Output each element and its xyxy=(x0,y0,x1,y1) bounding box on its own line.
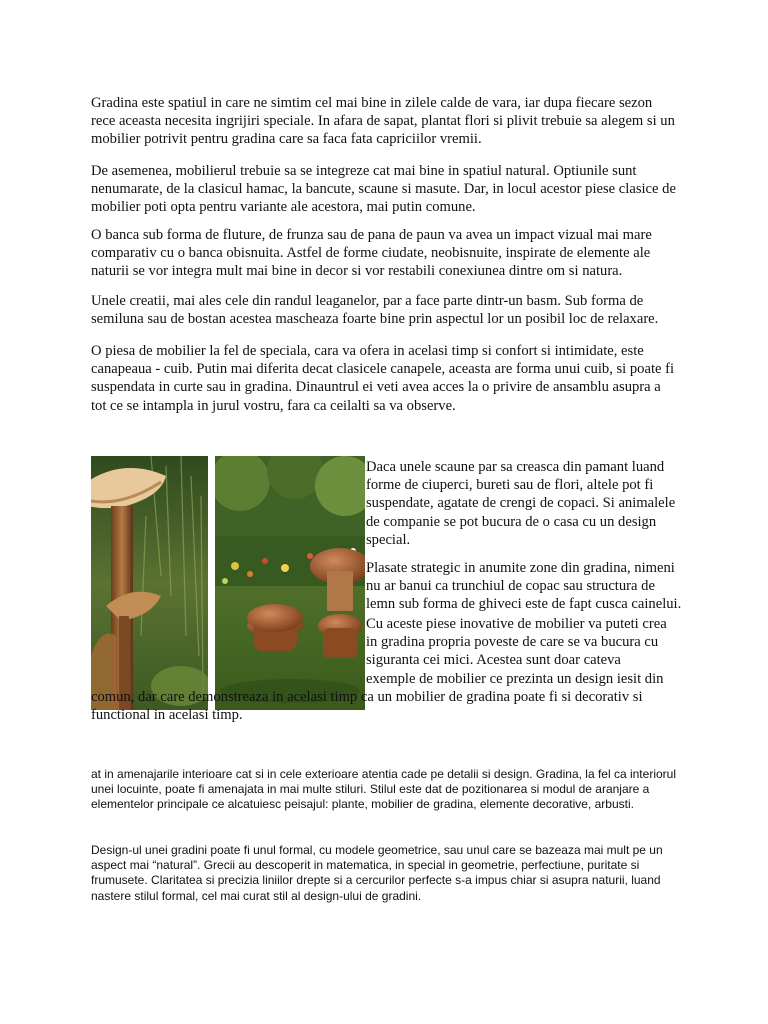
closing-line: comun, dar care demonstreaza in acelasi timp ca un mobilier de gradina poate fi si decorativ si xyxy=(91,688,643,705)
paragraph-integration: De asemenea, mobilierul trebuie sa se integreze cat mai bine in spatiul natural. Optiunile sunt nenumarate, de la clasicul hamac, la bancute, scaune si masute. Dar, in locul acestor piese clasice de mobilier poti opta pentru variante ale acestora, mai putin comune. xyxy=(91,163,676,216)
closing-line: Cu aceste piese inovative de mobilier va puteti crea xyxy=(366,616,667,632)
closing-line: siguranta cei mici. Acestea sunt doar cateva xyxy=(366,652,621,669)
closing-line: functional in acelasi timp. xyxy=(91,707,243,724)
closing-line: exemple de mobilier ce prezinta un design iesit din xyxy=(366,670,664,687)
paragraph-butterfly-bench: O banca sub forma de fluture, de frunza sau de pana de paun va avea un impact vizual mai mare comparativ cu o banca obisnuita. Astfel de forme ciudate, neobisnuite, inspirate de elemente ale naturii se vor integra mult mai bine in decor si vor restabili conexiunea dintre om si natura. xyxy=(91,227,652,280)
paragraph-dog-house: Plasate strategic in anumite zone din gradina, nimeni nu ar banui ca trunchiul de copac sau structura de lemn sub forma de ghiveci este de fapt cusca cainelui. xyxy=(366,560,682,613)
paragraph-intro: Gradina este spatiul in care ne simtim cel mai bine in zilele calde de vara, iar dupa fiecare sezon rece aceasta necesita ingrijiri speciale. In afara de sapat, plantat flori si plivit trebuie sa alegem si un mobilier potrivit pentru gradina care sa faca fata capriciilor vremii. xyxy=(91,95,675,148)
paragraph-closing xyxy=(91,615,691,724)
paragraph-swings: Unele creatii, mai ales cele din randul leaganelor, par a face parte dintr-un basm. Sub forma de semiluna sau de bostan acestea mascheaza foarte bine prin aspectul lor un posibil loc de relaxare. xyxy=(91,293,659,328)
paragraph-formal-style: Design-ul unei gradini poate fi unul formal, cu modele geometrice, sau unul care se bazeaza mai mult pe un aspect mai “natural”. Grecii au descoperit in matematica, in special in geometrie, perfectiune, puritate si frumusete. Claritatea si precizia liniilor drepte si a cercurilor perfecte s-a impus chiar si asupra naturii, luand nastere stilul formal, cel mai curat stil al design-ului de gradini. xyxy=(91,843,663,903)
paragraph-nest-sofa: O piesa de mobilier la fel de speciala, cara va ofera in acelasi timp si confort si intimidate, este canapeaua - cuib. Putin mai diferita decat clasicele canapele, aceasta are forma unui cuib, si poate fi suspendata in curte sau in gradina. Dinauntrul ei veti avea acces la o privire de ansamblu asupra a tot ce se intampla in jurul vostru, fara ca ceilalti sa va observe. xyxy=(91,343,675,414)
closing-line: in gradina propria poveste de care se va bucura cu xyxy=(366,634,659,651)
paragraph-design-details: at in amenajarile interioare cat si in cele exterioare atentia cade pe detalii si design. Gradina, la fel ca interiorul unei locuinte, poate fi amenajata in mai multe stiluri. Stilul este dat de pozitionarea si modul de aranjare a elementelor principale ce alcatuiesc peisajul: plante, mobilier de gradina, elemente decorative, arbusti. xyxy=(91,767,676,812)
paragraph-mushroom-chairs: Daca unele scaune par sa creasca din pamant luand forme de ciuperci, bureti sau de flori, altele pot fi suspendate, agatate de crengi de copaci. Si animalele de companie se pot bucura de o casa cu un design special. xyxy=(366,459,676,548)
